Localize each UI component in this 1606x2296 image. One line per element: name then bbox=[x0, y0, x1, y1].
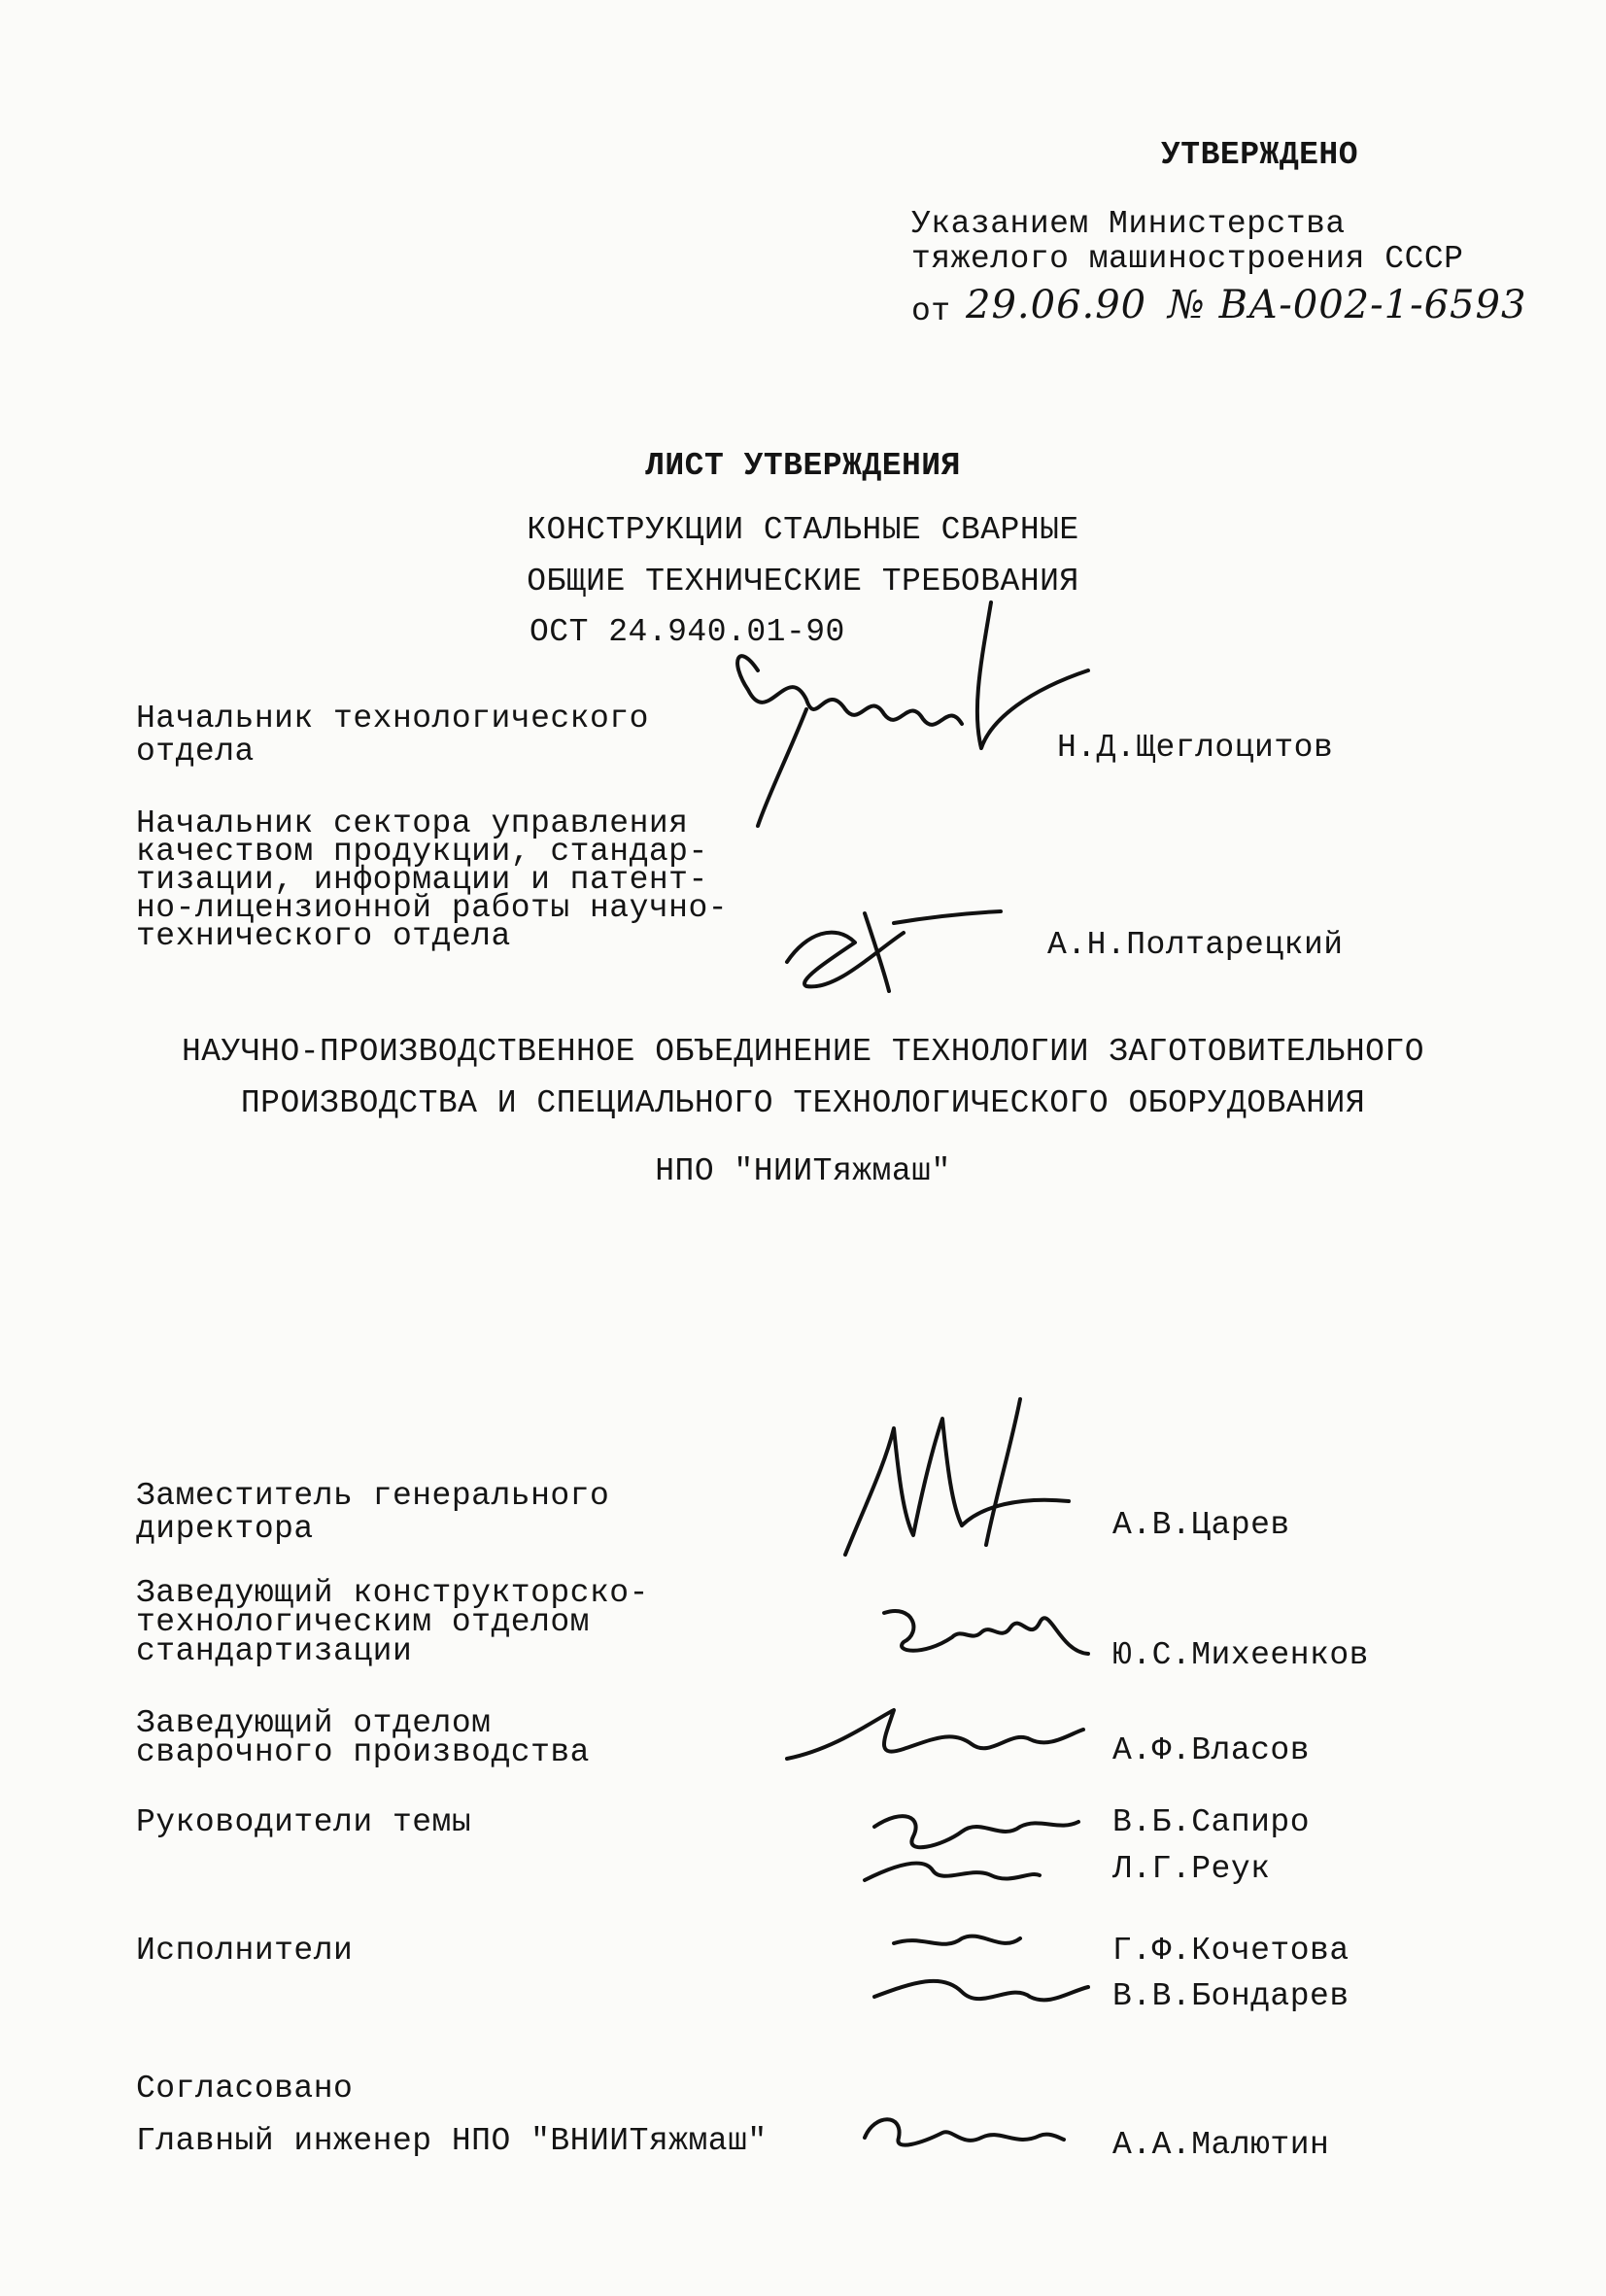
signature-mark bbox=[826, 1389, 1078, 1574]
signature-mark bbox=[777, 1691, 1088, 1778]
signature-mark bbox=[700, 583, 1127, 836]
sheet-subtitle-1: КОНСТРУКЦИИ СТАЛЬНЫЕ СВАРНЫЕ bbox=[527, 512, 1079, 548]
signer-role-line: директора bbox=[136, 1511, 314, 1547]
organization-short: НПО "НИИТяжмаш" bbox=[655, 1153, 951, 1189]
signature-mark bbox=[845, 2099, 1069, 2167]
signer-role-line: сварочного производства bbox=[136, 1734, 590, 1770]
approval-number: № ВА-002-1-6593 bbox=[1168, 283, 1527, 327]
signer-role-line: Начальник технологического bbox=[136, 701, 649, 737]
approval-line-1: Указанием Министерства bbox=[911, 206, 1346, 242]
signer-role-line: Заведующий конструкторско- bbox=[136, 1575, 649, 1611]
signer-name: В.В.Бондарев bbox=[1112, 1978, 1350, 2014]
signer-role-line: стандартизации bbox=[136, 1633, 413, 1669]
organization-line-1: НАУЧНО-ПРОИЗВОДСТВЕННОЕ ОБЪЕДИНЕНИЕ ТЕХНОЛОГИИ ЗАГОТОВИТЕЛЬНОГО bbox=[181, 1034, 1425, 1070]
signer-role-line: технологическим отделом bbox=[136, 1604, 590, 1640]
approval-stamp: УТВЕРЖДЕНО bbox=[1161, 137, 1359, 173]
organization-line-2: ПРОИЗВОДСТВА И СПЕЦИАЛЬНОГО ТЕХНОЛОГИЧЕСКОГО ОБОРУДОВАНИЯ bbox=[240, 1085, 1366, 1121]
signature-mark bbox=[768, 894, 1010, 1001]
signer-name: А.Н.Полтарецкий bbox=[1047, 927, 1344, 963]
signer-name: Л.Г.Реук bbox=[1112, 1851, 1271, 1887]
sheet-title: ЛИСТ УТВЕРЖДЕНИЯ bbox=[645, 448, 961, 484]
sheet-subtitle-2: ОБЩИЕ ТЕХНИЧЕСКИЕ ТРЕБОВАНИЯ bbox=[527, 564, 1079, 600]
signer-name: Н.Д.Щеглоцитов bbox=[1057, 730, 1334, 766]
signer-name: Ю.С.Михеенков bbox=[1112, 1637, 1369, 1673]
signer-name: А.Ф.Власов bbox=[1112, 1732, 1311, 1768]
agreed-label: Согласовано bbox=[136, 2071, 354, 2107]
signer-role-line: Заведующий отделом bbox=[136, 1705, 492, 1741]
signer-role-line: Начальник сектора управления bbox=[136, 805, 689, 841]
signer-role-line: качеством продукции, стандар- bbox=[136, 834, 708, 870]
signer-name: А.В.Царев bbox=[1112, 1507, 1290, 1543]
approval-date: 29.06.90 bbox=[966, 283, 1147, 327]
signature-mark bbox=[865, 1584, 1098, 1671]
signature-mark bbox=[855, 1914, 1098, 2031]
signer-role-line: но-лицензионной работы научно- bbox=[136, 890, 729, 926]
signer-name: Г.Ф.Кочетова bbox=[1112, 1933, 1350, 1969]
agreed-name: А.А.Малютин bbox=[1112, 2127, 1330, 2163]
signer-role-line: технического отдела bbox=[136, 918, 511, 954]
signer-role: Исполнители bbox=[136, 1933, 354, 1969]
signer-role: Руководители темы bbox=[136, 1804, 472, 1840]
approval-line-2: тяжелого машиностроения СССР bbox=[911, 241, 1464, 277]
signer-name: В.Б.Сапиро bbox=[1112, 1804, 1311, 1840]
approval-date-prefix: от bbox=[911, 293, 951, 329]
signer-role-line: отдела bbox=[136, 734, 255, 770]
sheet-code: ОСТ 24.940.01-90 bbox=[530, 614, 845, 650]
signer-role-line: тизации, информации и патент- bbox=[136, 862, 708, 898]
signature-mark bbox=[845, 1788, 1098, 1904]
signer-role-line: Заместитель генерального bbox=[136, 1478, 610, 1514]
agreed-role: Главный инженер НПО "ВНИИТяжмаш" bbox=[136, 2123, 768, 2159]
